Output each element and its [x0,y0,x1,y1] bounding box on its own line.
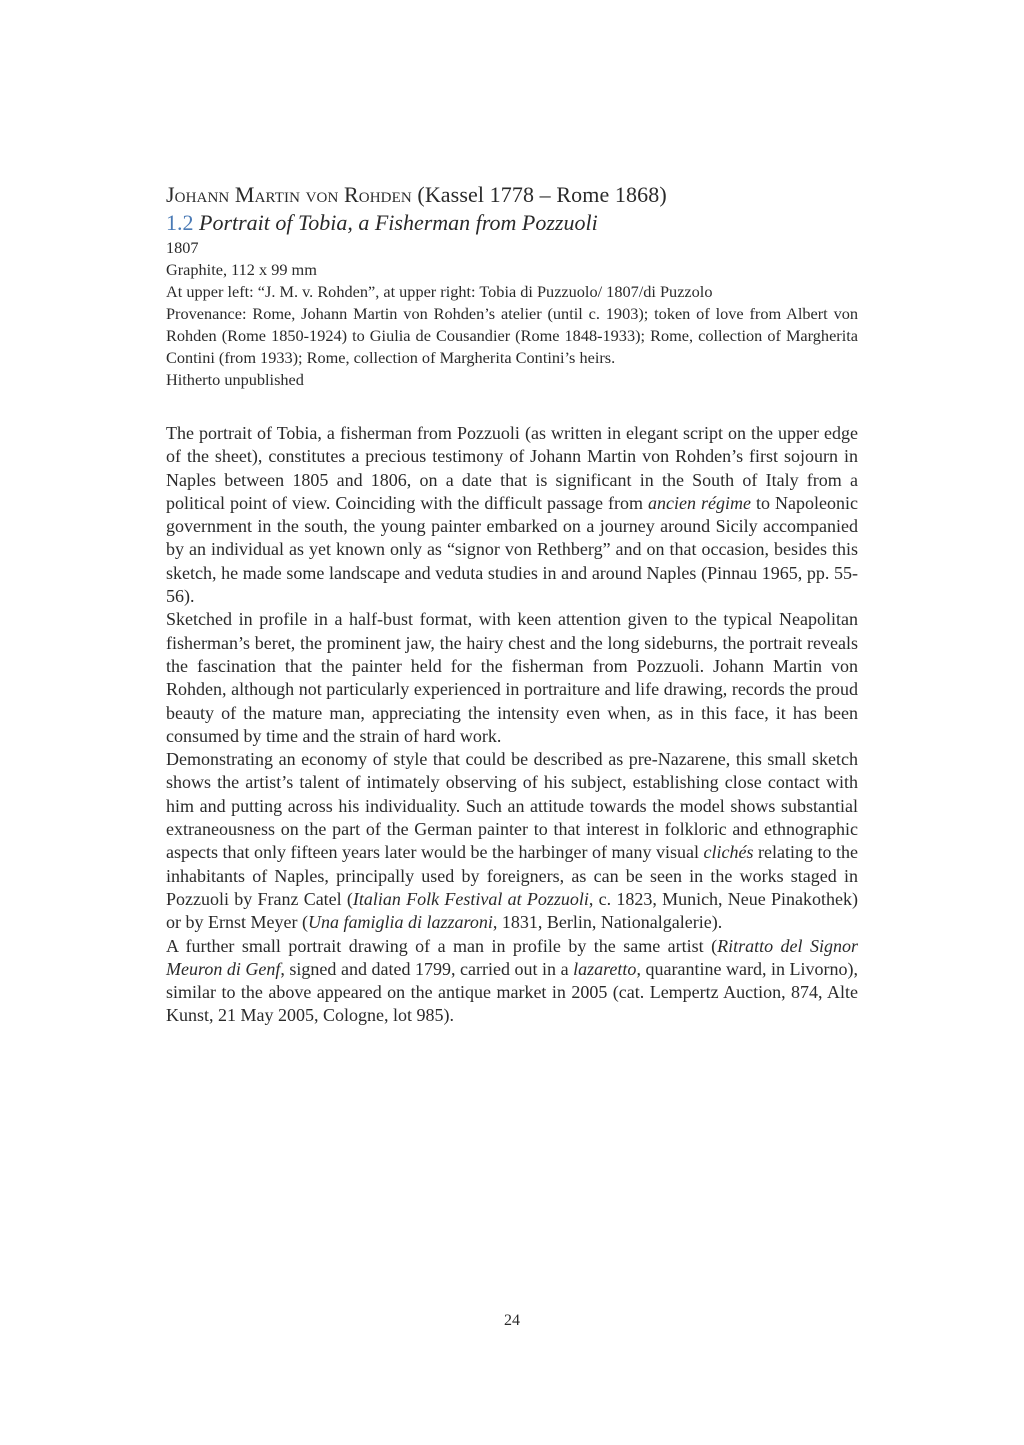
artist-dates: (Kassel 1778 – Rome 1868) [417,182,667,207]
artwork-metadata [166,237,858,391]
text-span: relating to the inhabitants of Naples, principally used by foreigners, as can be seen in the works staged in Pozzuoli by Franz Catel ( [166,842,858,909]
body-paragraph-4 [166,935,858,1028]
text-span: , signed and dated 1799, carried out in a [280,958,574,979]
body-paragraph-2: Sketched in profile in a half-bust format, with keen attention given to the typical Neapolitan fisherman’s beret, the prominent jaw, the hairy chest and the long sideburns, the portrait reveals the fascination that the painter held for the fisherman from Pozzuoli. Johann Martin von Rohden, although not particularly experienced in portraiture and life drawing, records the proud beauty of the mature man, appreciating the intensity even when, as in this face, it has been consumed by time and the strain of hard work. [166,609,858,746]
artwork-title: Portrait of Tobia, a Fisherman from Pozzuoli [199,210,598,235]
artwork-medium: Graphite, 112 x 99 mm [166,260,317,279]
text-span: The portrait of Tobia, a fisherman from Pozzuoli (as written in elegant script on the upper edge of the sheet), constitutes a precious testimony of Johann Martin von Rohden’s first sojourn in Naples between 1805 and 1806, on a date that is significant in the South of Italy from a political point of view. Coinciding with the difficult passage from [166,423,858,513]
artist-name: Johann Martin von Rohden [166,182,412,207]
text-span: to Napoleonic government in the south, the young painter embarked on a journey around Sicily accompanied by an individual as yet known only as “signor von Rethberg” and on that occasion, besides this sketch, he made some landscape and veduta studies in and around Naples (Pinnau 1965, pp. 55-56). [166,492,858,607]
text-span: A further small portrait drawing of a man in profile by the same artist ( [166,935,718,956]
page-number: 24 [504,1312,520,1329]
entry-heading [166,180,858,209]
text-span: , quarantine ward, in Livorno), similar to the above appeared on the antique market in 2005 (cat. Lempertz Auction, 874, Alte Kunst, 21 May 2005, Cologne, lot 985). [166,958,858,1026]
body-paragraph-1 [166,422,858,608]
text-span: , 1831, Berlin, Nationalgalerie). [492,912,723,933]
catalogue-entry [166,180,858,1028]
artwork-date: 1807 [166,238,199,257]
text-span: Demonstrating an economy of style that could be described as pre-Nazarene, this small sketch shows the artist’s talent of intimately observing of his subject, establishing close contact with him and putting across his individuality. Such an attitude towards the model shows substantial extraneousness on the part of the German painter to that interest in folkloric and ethnographic aspects that only fifteen years later would be the harbinger of many visual [166,749,858,863]
italic-title: Italian Folk Festival at Pozzuoli [352,888,589,909]
entry-number: 1.2 [166,210,194,235]
italic-term: ancien régime [648,492,751,513]
text-span: , c. 1823, Munich, Neue Pinakothek) or by Ernst Meyer ( [166,888,858,933]
artwork-inscription: At upper left: “J. M. v. Rohden”, at upper right: Tobia di Puzzuolo/ 1807/di Puzzolo [166,282,713,301]
italic-term: clichés [703,842,754,863]
entry-subtitle [166,209,858,236]
italic-title: Una famiglia di lazzaroni [307,912,493,933]
entry-body [166,422,858,1028]
artwork-publication: Hitherto unpublished [166,370,304,389]
artwork-provenance: Provenance: Rome, Johann Martin von Rohden’s atelier (until c. 1903); token of love from Albert von Rohden (Rome 1850-1924) to Giulia de Cousandier (Rome 1848-1933); Rome, collection of Margherita Contini (from 1933); Rome, collection of Margherita Contini’s heirs. [166,304,858,367]
body-paragraph-3 [166,748,858,934]
italic-term: lazaretto [573,958,637,979]
italic-title: Ritratto del Signor Meuron di Genf [166,935,859,979]
